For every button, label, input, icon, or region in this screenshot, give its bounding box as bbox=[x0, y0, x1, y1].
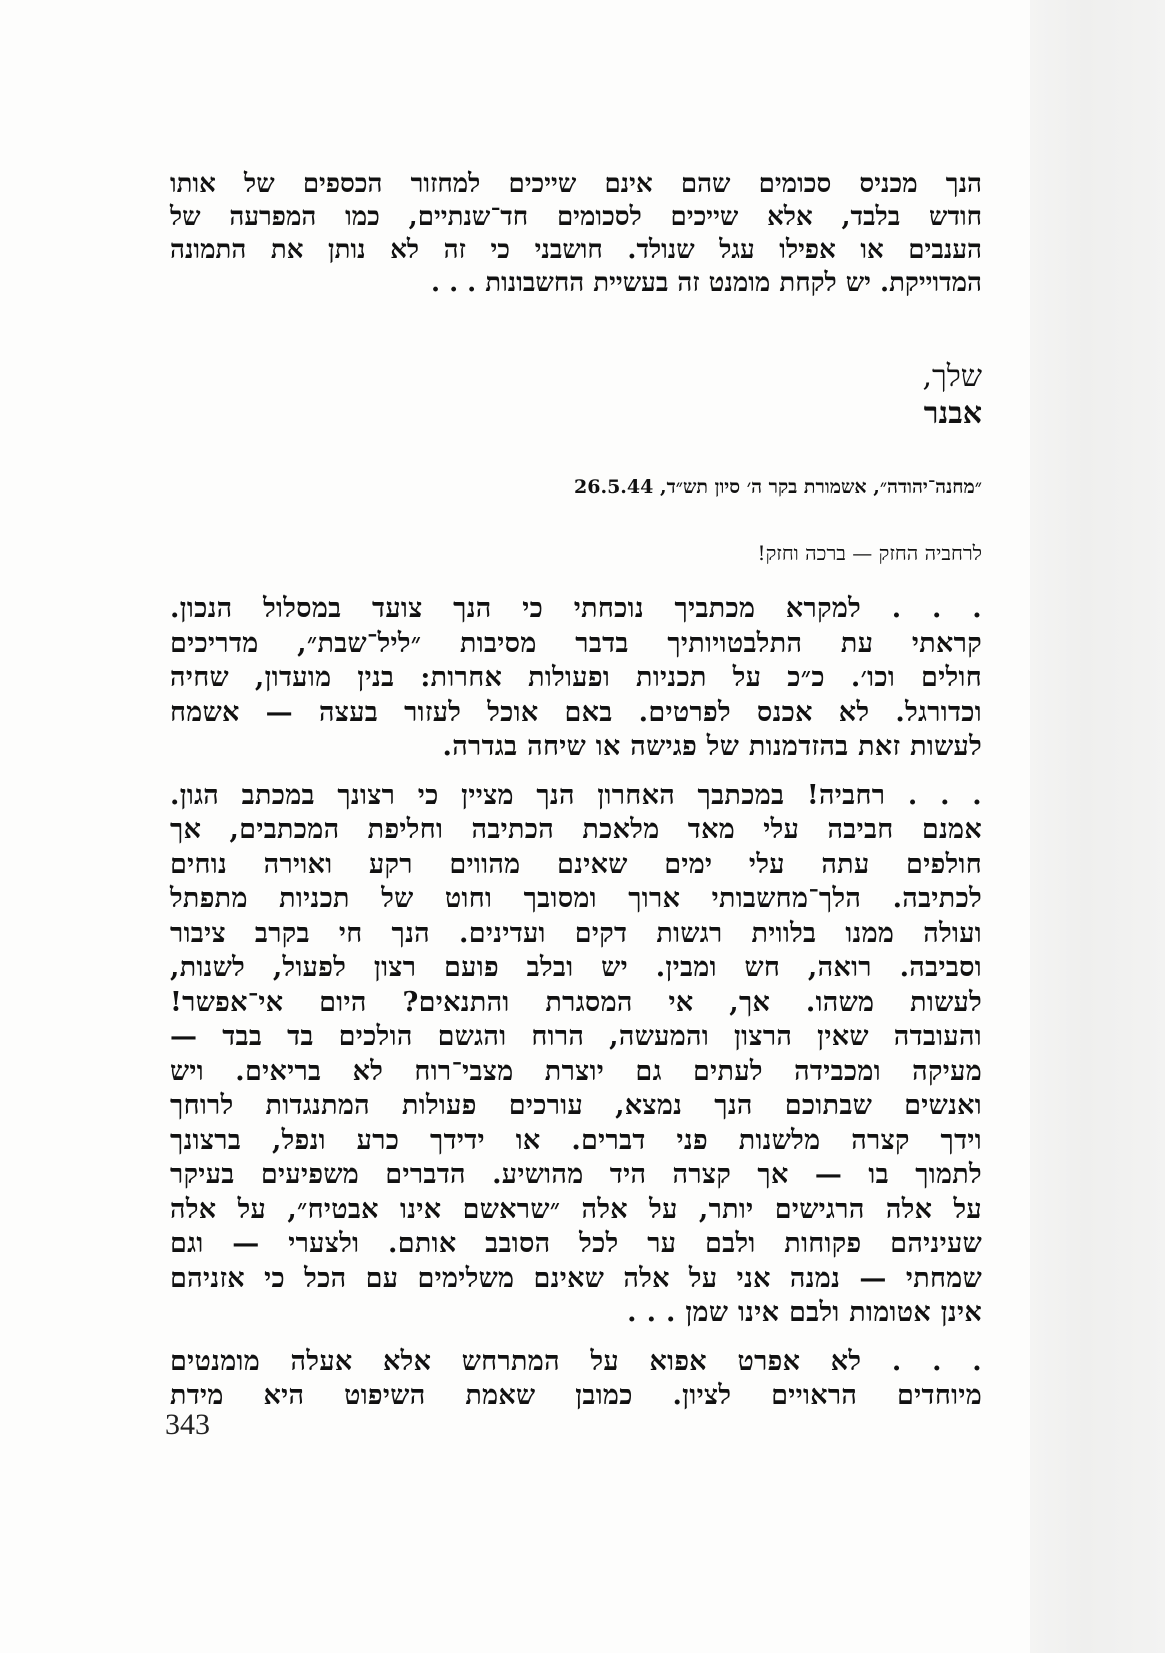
letter-closing bbox=[170, 358, 982, 432]
text-line: וסביבה. רואה, חש ומבין. יש ובלב פועם רצון לפעול, לשנות, bbox=[170, 952, 982, 983]
closing-greeting: שלך, bbox=[922, 359, 982, 394]
text-line: קראתי עת התלבטויותיך בדבר מסיבות ״ליל־שבת״, מדריכים bbox=[170, 627, 982, 659]
text-line: שמחתי — נמנה אני על אלה שאינם משלימים עם הכל כי אזניהם bbox=[170, 1262, 982, 1294]
text-line: ועולה ממנו בלווית רגשות דקים ועדינים. הנך חי בקרב ציבור bbox=[170, 917, 982, 949]
text-line: לעשות זאת בהזדמנות של פגישה או שיחה בגדרה. bbox=[442, 731, 982, 762]
text-line: שעיניהם פקוחות ולבם ער לכל הסובב אותם. ולצערי — וגם bbox=[170, 1228, 982, 1259]
text-line: מיוחדים הראויים לציון. כמובן שאמת השיפוט היא מידת bbox=[170, 1380, 982, 1411]
dateline-text: ״מחנה־יהודה״, אשמורת בקר ה׳ סיון תש״ד, 26.5.44 bbox=[574, 476, 982, 498]
page-gutter-shadow bbox=[1030, 0, 1165, 1653]
salutation-text: לרחביה החזק — ברכה וחזק! bbox=[757, 541, 982, 565]
text-line: אינן אטומות ולבם אינו שמן . . . bbox=[627, 1297, 982, 1328]
text-line: לתמוך בו — אך קצרה היד מהושיע. הדברים משפיעים בעיקר bbox=[170, 1159, 982, 1190]
text-line: חולים וכו׳. כ״כ על תכניות ופעולות אחרות: בנין מועדון, שחיה bbox=[170, 662, 982, 693]
text-line: מעיקה ומכבידה לעתים גם יוצרת מצבי־רוח לא בריאים. ויש bbox=[170, 1055, 982, 1087]
text-line: הענבים או אפילו עגל שנולד. חושבני כי זה לא נותן את התמונה bbox=[170, 235, 982, 265]
text-line: לכתיבה. הלך־מחשבותי ארוך ומסובך וחוט של תכניות מתפתל bbox=[170, 883, 982, 914]
top-paragraph bbox=[170, 168, 982, 300]
text-line: חולפים עתה עלי ימים שאינם מהווים רקע ואוירה נוחים bbox=[170, 848, 982, 880]
paragraph bbox=[170, 1345, 982, 1414]
paragraph bbox=[170, 779, 982, 1331]
text-line: . . . רחביה! במכתבך האחרון הנך מציין כי רצונך במכתב הגון. bbox=[170, 779, 982, 811]
text-line: . . . לא אפרט אפוא על המתרחש אלא אעלה מומנטים bbox=[170, 1345, 982, 1377]
letter-dateline bbox=[170, 475, 982, 499]
text-line: הנך מכניס סכומים שהם אינם שייכים למחזור הכספים של אותו bbox=[170, 169, 982, 199]
text-line: המדוייקת. יש לקחת מומנט זה בעשיית החשבונות . . . bbox=[430, 268, 982, 298]
text-line: חודש בלבד, אלא שייכים לסכומים חד־שנתיים, כמו המפרעה של bbox=[170, 202, 982, 232]
paragraph bbox=[170, 592, 982, 765]
text-line: לעשות משהו. אך, אי המסגרת והתנאים? היום אי־אפשר! bbox=[170, 986, 982, 1018]
text-line: וכדורגל. לא אכנס לפרטים. באם אוכל לעזור בעצה — אשמח bbox=[170, 696, 982, 728]
text-line: אמנם חביבה עלי מאד מלאכת הכתיבה וחליפת המכתבים, אך bbox=[170, 814, 982, 845]
letter-body bbox=[170, 592, 982, 1428]
text-line: על אלה הרגישים יותר, על אלה ״שראשם אינו אבטיח״, על אלה bbox=[170, 1193, 982, 1225]
text-line: . . . למקרא מכתביך נוכחתי כי הנך צועד במסלול הנכון. bbox=[170, 593, 982, 624]
text-line: וידך קצרה מלשנות פני דברים. או ידידך כרע ונפל, ברצונך bbox=[170, 1124, 982, 1156]
letter-salutation bbox=[170, 540, 982, 566]
text-line: ואנשים שבתוכם הנך נמצא, עורכים פעולות המתנגדות לרוחך bbox=[170, 1090, 982, 1121]
page-number: 343 bbox=[165, 1408, 210, 1441]
text-line: והעובדה שאין הרצון והמעשה, הרוח והגשם הולכים בד בבד — bbox=[170, 1021, 982, 1052]
signature-name: אבנר bbox=[923, 396, 982, 431]
